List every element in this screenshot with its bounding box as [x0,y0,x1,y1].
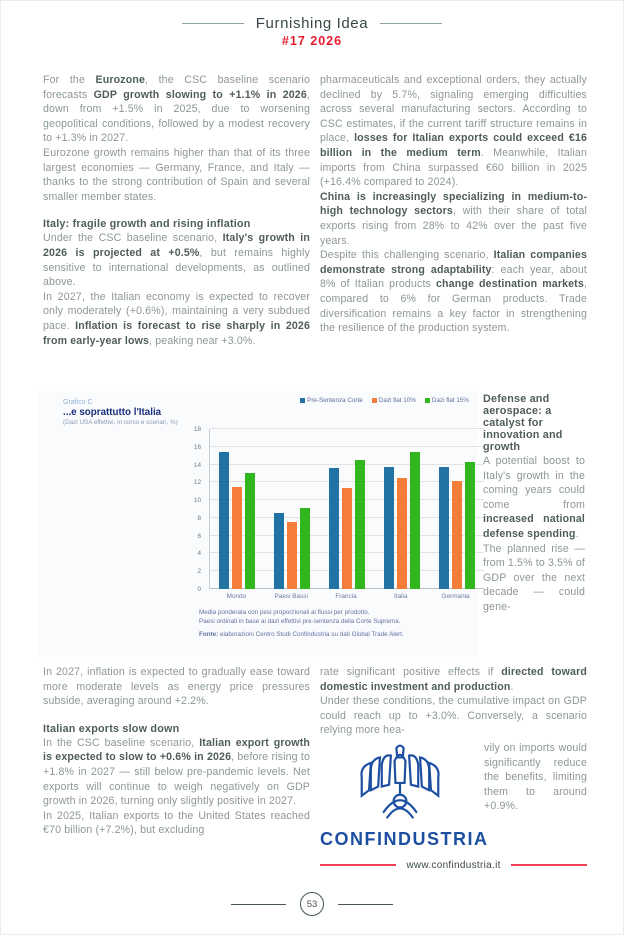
paragraph: China is increasingly specializing in medium-to-high technology sectors, with their share of total exports rising from 28% to 42% over the past five years. [320,190,588,247]
paragraph: Under the CSC baseline scenario, Italy's growth in 2026 is projected at +0.5%, but remains highly sensitive to international developments, as outlined above. [43,232,311,289]
chart-plot-area [209,429,484,589]
y-tick-label: 18 [193,426,201,433]
paragraph: The planned rise — from 1.5% to 3.5% of GDP over the next decade — could gene- [483,542,585,613]
legend-item [372,397,416,404]
bar [219,452,229,589]
bar [384,467,394,589]
issue-number: #17 2026 [281,34,343,48]
chart-figure-label: Grafico C [63,399,93,406]
section-heading: Defense and aerospace: a catalyst for innovation and growth [483,393,563,453]
legend-label: Dazi flat 15% [431,397,469,404]
chart-note-lines [199,609,479,626]
bar [245,473,255,589]
y-tick-label: 14 [193,461,201,469]
paragraph: In 2027, inflation is expected to gradually ease toward more moderate levels as energy price pressures subside, averaging around +2.2%. [43,666,310,708]
y-tick-label: 12 [193,479,201,487]
y-tick-label: 16 [193,443,201,451]
bottom-text-band [43,665,587,871]
text-beside-logo [480,741,587,850]
bar [342,488,352,589]
paragraph: Under these conditions, the cumulative impact on GDP could reach up to +3.0%. Conversely, a scenario relying more hea- [320,695,587,737]
confindustria-wordmark: CONFINDUSTRIA [320,828,489,849]
bar [274,513,284,589]
bar-group [210,429,265,589]
paragraph: A potential boost to Italy's growth in the coming years could come from increased national defense spending. [483,455,585,540]
right-top-column [320,73,587,348]
top-text-band [43,73,587,348]
chart-x-axis-labels [209,593,483,600]
chart-title: ...e soprattutto l'Italia [63,407,162,418]
website-left-rule [320,864,396,866]
y-tick-label: 4 [197,550,201,558]
chart-panel [37,391,477,657]
chart-header [63,399,203,426]
confindustria-eagle-icon [354,741,446,823]
legend-swatch [372,398,377,403]
x-tick-label: Mondo [226,593,247,600]
magazine-title: Furnishing Idea [255,15,369,32]
section-heading: Italy: fragile growth and rising inflation [43,218,251,231]
website-right-rule [511,864,587,866]
right-bottom-text [320,665,587,738]
aside-column [483,393,585,615]
bar [300,508,310,589]
bar-group [429,429,484,589]
bar [439,467,449,589]
bar [355,460,365,589]
bar [232,487,242,589]
x-tick-label: Italia [394,593,408,600]
x-tick-label: Francia [335,593,357,600]
bar [329,468,339,589]
bar [287,522,297,589]
chart-note: Paesi ordinati in base ai dazi effettivi pre-sentenza della Corte Suprema. [199,617,401,625]
legend-swatch [425,398,430,403]
chart-subtitle: (Dazi USA effettivi, in corso e scenari, %) [63,419,178,426]
paragraph: Eurozone growth remains higher than that of its three largest economies — Germany, France, and Italy — thanks to the strong contribution of Spain and several smaller member states. [43,146,310,203]
legend-label: Dazi flat 10% [378,397,416,404]
y-tick-label: 8 [197,514,201,522]
section-heading: Italian exports slow down [43,722,180,735]
legend-item [425,397,469,404]
legend-label: Pre-Sentenza Corte [307,397,363,404]
footer-right-rule [338,904,393,905]
chart-source-label: Fonte: [199,631,219,638]
paragraph: For the Eurozone, the CSC baseline scenario forecasts GDP growth slowing to +1.1% in 2026, down from +1.5% in 2025, due to worsening geopolitical conditions, followed by a modest recovery to +1.3% in 2027. [43,74,310,145]
paragraph: vily on imports would significantly reduce the benefits, limiting them to around +0.9%. [484,741,587,813]
page-footer [1,892,623,916]
bar-group [374,429,429,589]
x-tick-label: Germania [441,593,470,600]
bar [410,452,420,589]
left-top-column [43,73,310,348]
y-tick-label: 6 [197,532,201,540]
logo-row [320,741,587,850]
paragraph: In 2025, Italian exports to the United States reached €70 billion (+7.2%), but excluding [43,809,310,837]
x-tick-label: Paesi Bassi [274,593,308,600]
bar [465,462,475,589]
footer-left-rule [231,904,286,905]
paragraph: In the CSC baseline scenario, Italian export growth is expected to slow to +0.6% in 2026, before rising to +1.8% in 2027 — still below pre-pandemic levels. Net exports will continue to weigh negatively on GDP growth in 2026, turning only slightly positive in 2027. [43,736,310,808]
header-left-rule [182,23,244,24]
confindustria-logo [320,741,489,850]
paragraph: In 2027, the Italian economy is expected to recover only moderately (+0.6%), maintaining a very subdued pace. Inflation is forecast to rise sharply in 2026 from early-year lows, peaking near +3.0%. [43,290,310,347]
left-bottom-column [43,665,310,871]
chart-legend [300,397,469,404]
legend-item [300,397,363,404]
chart-source-text: elaborazioni Centro Studi Confindustria su dati Global Trade Alert. [218,631,404,638]
chart-note: Media ponderata con pesi proporzionali ai flussi per prodotto. [199,609,370,616]
bar-groups [210,429,484,589]
chart-source [199,631,479,640]
bar [452,481,462,589]
bar-group [265,429,320,589]
paragraph: pharmaceuticals and exceptional orders, they actually declined by 5.7%, signaling emerging difficulties across several manufacturing sectors. According to CSC estimates, if the current tariff structure remains in place, losses for Italian exports could exceed €16 billion in the medium term. Meanwhile, Italian imports from China surpassed €60 billion in 2025 (+16.4% compared to 2024). [320,74,588,189]
bar-group [320,429,375,589]
paragraph: rate significant positive effects if directed toward domestic investment and production. [320,666,587,693]
legend-swatch [300,398,305,403]
chart-y-axis-labels [185,426,205,593]
bar [397,478,407,589]
website-row [320,860,587,871]
page-number-badge: 53 [300,892,324,916]
paragraph: Despite this challenging scenario, Italian companies demonstrate strong adaptability: each year, about 8% of Italian products change destination markets, compared to 6% for German products. Trade diversification remains a key factor in strengthening the resilience of the production system. [320,249,587,335]
chart-notes [199,609,479,640]
y-tick-label: 2 [197,568,201,576]
y-tick-label: 0 [197,586,201,593]
page-header [1,15,623,48]
right-bottom-column [320,665,587,871]
website-link[interactable]: www.confindustria.it [406,859,501,871]
y-tick-label: 10 [193,497,201,505]
header-right-rule [380,23,442,24]
